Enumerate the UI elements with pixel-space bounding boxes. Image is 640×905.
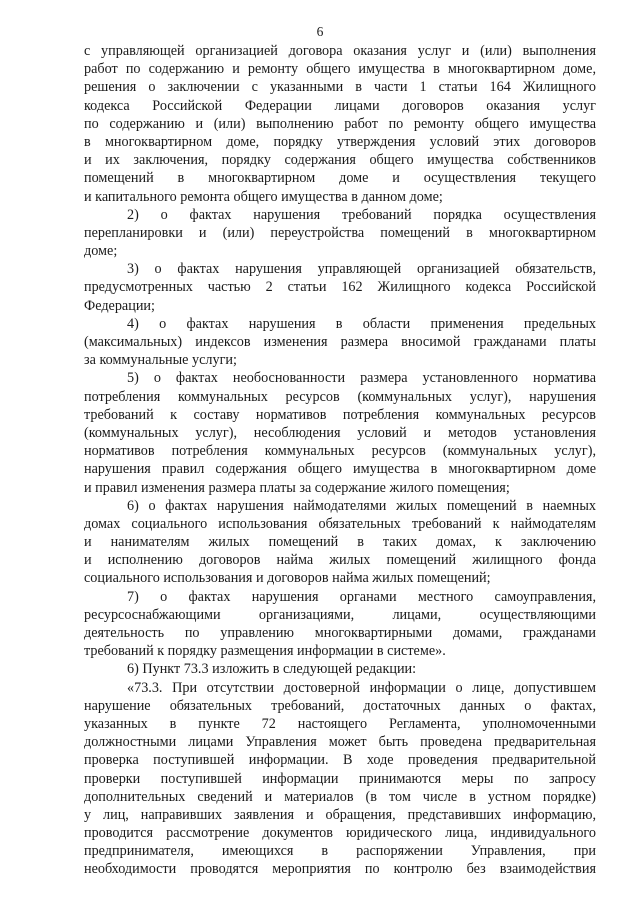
text-line: должностными лицами Управления может быть проведена предварительная xyxy=(84,734,596,751)
text-line: Федерации; xyxy=(84,297,155,314)
text-line: 5) о фактах необоснованности размера установленного норматива xyxy=(127,370,596,387)
text-line: социального использования и договоров найма жилых помещений; xyxy=(84,570,491,587)
text-line: (максимальных) индексов изменения размера вносимой гражданами платы xyxy=(84,334,596,350)
text-line: и правил изменения размера платы за содержание жилого помещения; xyxy=(84,479,510,496)
text-line: нормативов потребления коммунальных ресурсов (коммунальных услуг), xyxy=(84,443,596,460)
text-line: работ по содержанию и ремонту общего имущества в многоквартирном доме, xyxy=(84,61,596,78)
text-line: предпринимателя, имеющихся в распоряжении Управления, при xyxy=(84,843,596,860)
text-line: доме; xyxy=(84,243,118,260)
text-line: 7) о фактах нарушения органами местного самоуправления, xyxy=(127,588,596,605)
text-line: дополнительных сведений и материалов (в том числе в устном порядке) xyxy=(84,788,596,805)
text-line: требований к порядку размещения информации в системе». xyxy=(84,643,446,660)
text-line: предусмотренных частью 2 статьи 162 Жилищного кодекса Российской xyxy=(84,279,596,296)
text-line: и их заключения, порядку содержания общего имущества собственников xyxy=(84,152,596,169)
text-line: требований к составу нормативов потребления коммунальных ресурсов xyxy=(84,406,596,423)
text-line: потребления коммунальных ресурсов (коммунальных услуг), нарушения xyxy=(84,388,596,405)
text-line: проверки поступившей информации принимаются меры по запросу xyxy=(84,770,596,787)
text-line: 6) о фактах нарушения наймодателями жилых помещений в наемных xyxy=(127,497,596,514)
text-line: с управляющей организацией договора оказания услуг и (или) выполнения xyxy=(84,43,596,59)
text-line: деятельность по управлению многоквартирными домами, гражданами xyxy=(84,625,596,641)
text-line: «73.3. При отсутствии достоверной информации о лице, допустившем xyxy=(127,679,596,696)
text-line: у лиц, направивших заявления и обращения, представивших информацию, xyxy=(84,806,596,823)
text-line: кодекса Российской Федерации лицами договоров оказания услуг xyxy=(84,97,596,114)
text-line: в многоквартирном доме, порядку утверждения условий этих договоров xyxy=(84,133,596,150)
text-line: по содержанию и (или) выполнению работ по ремонту общего имущества xyxy=(84,115,596,132)
text-line: и исполнению договоров найма жилых помещений жилищного фонда xyxy=(84,552,596,569)
text-line: и нанимателям жилых помещений в таких домах, к заключению xyxy=(84,534,596,551)
document-body xyxy=(84,42,596,879)
text-line: 6) Пункт 73.3 изложить в следующей редакции: xyxy=(127,661,417,678)
text-line: нарушения правил содержания общего имущества в многоквартирном доме xyxy=(84,461,596,478)
text-line: за коммунальные услуги; xyxy=(84,352,237,369)
text-line: нарушение обязательных требований, достаточных данных о фактах, xyxy=(84,697,596,714)
text-line: указанных в пункте 72 настоящего Регламента, уполномоченными xyxy=(84,715,596,732)
text-line: и капитального ремонта общего имущества в данном доме; xyxy=(84,188,443,205)
text-line: домах социального использования обязательных требований к наймодателям xyxy=(84,515,596,532)
text-line: перепланировки и (или) переустройства помещений в многоквартирном xyxy=(84,224,596,241)
text-line: 2) о фактах нарушения требований порядка осуществления xyxy=(127,206,596,223)
page-number: 6 xyxy=(316,24,324,39)
text-line: проверка поступившей информации. В ходе проведения предварительной xyxy=(84,752,596,769)
text-line: проводится рассмотрение документов юридического лица, индивидуального xyxy=(84,825,596,842)
text-line: необходимости проводятся мероприятия по контролю без взаимодействия xyxy=(84,861,596,878)
text-line: помещений в многоквартирном доме и осуществления текущего xyxy=(84,170,596,187)
text-line: решения о заключении с указанными в части 1 статьи 164 Жилищного xyxy=(84,79,596,96)
text-line: (коммунальных услуг), несоблюдения условий и методов установления xyxy=(84,424,596,441)
text-line: 4) о фактах нарушения в области применения предельных xyxy=(127,315,596,332)
text-line: 3) о фактах нарушения управляющей организацией обязательств, xyxy=(127,261,596,278)
text-line: ресурсоснабжающими организациями, лицами, осуществляющими xyxy=(84,606,596,623)
